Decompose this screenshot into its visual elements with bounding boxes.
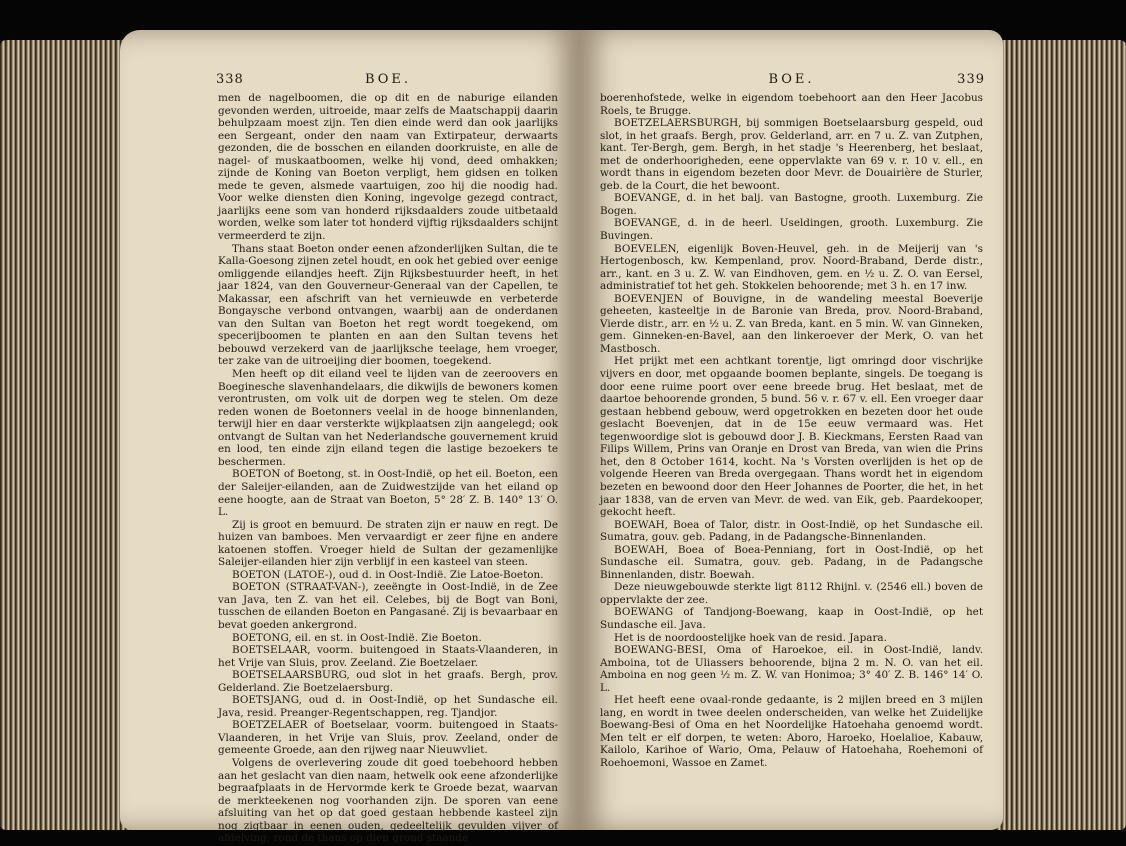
entry: BOEWAH, Boea of Talor, distr. in Oost-Indië, op het Sundasche eil. Sumatra, gouv. geb. Padang, in de Padangsche-Binnenlanden. bbox=[600, 518, 983, 544]
paragraph: Thans staat Boeton onder eenen afzonderlijken Sultan, die te Kalla-Goesong zijnen zetel houdt, en ook het gebied over eenige omliggende eilandjes heeft. Zijn Rijksbestuurder heeft, in het jaar 1824, van den Gouverneur-Generaal van der Capellen, te Makassar, een afschrift van het vernieuwde en verbeterde Bongaysche verbond ontvangen, waarbij aan de onderdanen van den Sultan van Boeton het regt wordt toegekend, om specerijboomen te planten en aan den Sultan tevens het bebouwd verzekerd van de jaarlijksche teelage, hem vroeger, ter zake van de uitroeijing dier boomen, toegekend. bbox=[218, 242, 558, 368]
entry: BOETSELAAR, voorm. buitengoed in Staats-Vlaanderen, in het Vrije van Sluis, prov. Zeeland. Zie Boetzelaer. bbox=[218, 644, 558, 669]
right-page bbox=[578, 30, 1003, 830]
running-head: BOE. bbox=[364, 72, 412, 87]
paragraph: Zij is groot en bemuurd. De straten zijn er nauw en regt. De huizen van bamboes. Men vervaardigt er zeer fijne en andere katoenen stoffen. Vroeger hield de Sultan der gezamenlijke Saleijer-eilanden hier zijn verblijf in een kasteel van steen. bbox=[218, 518, 558, 569]
entry: BOEVANGE, d. in het balj. van Bastogne, grooth. Luxemburg. Zie Bogen. bbox=[600, 192, 983, 217]
left-page bbox=[120, 30, 580, 845]
paragraph: Het prijkt met een achtkant torentje, ligt omringd door vischrijke vijvers en door, met opgaande boomen beplante, singels. De toegang is door eene ruime poort over eene breede brug. Het beslaat, met de daartoe behoorende gronden, 5 bund. 56 v. r. 67 v. ell. Een vroeger daar gestaan hebbend gebouw, werd opgetrokken en bezeten door het oude geslacht Boevenjen, dat in de 15e eeuw vermaard was. Het tegenwoordige slot is gebouwd door J. B. Kieckmans, Eersten Raad van Filips Willem, Prins van Oranje en Drost van Breda, van wien die Prins het, den 8 October 1614, kocht. Na 's Vorsten overlijden is het op de volgende Heeren van Breda overgegaan. Thans wordt het in eigendom bezeten en bewoond door den Heer Johannes de Poorter, die het, in het jaar 1838, van de erven van Mevr. de wed. van Eik, geb. Paardekooper, gekocht heeft. bbox=[600, 355, 983, 519]
entry: BOEWANG of Tandjong-Boewang, kaap in Oost-Indië, op het Sundasche eil. Java. bbox=[600, 606, 983, 631]
entry: BOETON (STRAAT-VAN-), zeeëngte in Oost-Indië, in de Zee van Java, ten Z. van het eil. Celebes, bij de Bogt van Boni, tusschen de eilanden Boeton en Pangasané. Zij is bevaarbaar en bevat goeden ankergrond. bbox=[218, 581, 558, 631]
right-page-text bbox=[600, 92, 983, 770]
entry: BOETON (LATOE-), oud d. in Oost-Indië. Zie Latoe-Boeton. bbox=[232, 568, 544, 581]
left-page-text bbox=[218, 92, 558, 845]
right-page-edges bbox=[996, 40, 1126, 830]
entry: BOEVENJEN of Bouvigne, in de wandeling meestal Boeverije geheeten, kasteeltje in de Baronie van Breda, prov. Noord-Braband, Vierde distr., arr. en ½ u. Z. van Breda, kant. en 5 min. W. van Ginneken, gem. Ginneken-en-Bavel, aan den linkeroever der Merk, O. van het Mastbosch. bbox=[600, 292, 984, 355]
running-head: BOE. bbox=[768, 72, 815, 87]
right-page-header bbox=[598, 72, 985, 90]
left-page-header bbox=[216, 72, 560, 90]
entry: BOETONG, eil. en st. in Oost-Indië. Zie Boeton. bbox=[232, 631, 482, 644]
entry: BOETZELAER of Boetselaar, voorm. buitengoed in Staats-Vlaanderen, in het Vrije van Sluis, prov. Zeeland, onder de gemeente Groede, aan den rijweg naar Nieuwvliet. bbox=[218, 719, 558, 757]
paragraph: Men heeft op dit eiland veel te lijden van de zeeroovers en Boeginesche slavenhandelaars, die dikwijls de bewoners komen verontrusten, om volk uit de dorpen weg te stelen. Om deze reden wonen de Boetonners veelal in de hooge binnenlanden, terwijl hier en daar versterkte wijkplaatsen zijn aangelegd; ook ontvangt de Sultan van het Nederlandsche gouvernement kruid en lood, ten einde zijn eiland tegen die lastige bezoekers te beschermen. bbox=[218, 368, 558, 468]
entry: BOEVELEN, eigenlijk Boven-Heuvel, geh. in de Meijerij van 's Hertogenbosch, kw. Kempenland, prov. Noord-Braband, Derde distr., arr., kant. en 3 u. Z. W. van Eindhoven, gem. en ½ u. Z. O. van Eersel, administratief tot het geh. Stokkelen behoorende; met 3 h. en 17 inw. bbox=[600, 242, 983, 293]
paragraph: Volgens de overlevering zoude dit goed toebehoord hebben aan het geslacht van dien naam, hetwelk ook eene afzonderlijke begraafplaats in de Hervormde kerk te Groede bezat, waarvan de merkteekenen nog voorhanden zijn. De sporen van eene afsluiting van het op dat goed gestaan hebbende kasteel zijn nog zigtbaar in eenen ouden, gedeeltelijk gevulden vijver of afdelving; rond de thans op dien grond staande bbox=[218, 756, 558, 845]
entry: BOETSJANG, oud d. in Oost-Indië, op het Sundasche eil. Java, resid. Preanger-Regentschappen, reg. Tjandjor. bbox=[218, 694, 558, 719]
entry: BOEWANG-BESI, Oma of Haroekoe, eil. in Oost-Indië, landv. Amboina, tot de Uliassers behoorende, bijna 2 m. N. O. van het eil. Amboina en nog geen ½ m. Z. W. van Honimoa; 3° 40′ Z. B. 146° 14′ O. L. bbox=[600, 644, 983, 694]
paragraph: boerenhofstede, welke in eigendom toebehoort aan den Heer Jacobus Roels, te Brugge. bbox=[600, 92, 983, 117]
paragraph: Het is de noordoostelijke hoek van de resid. Japara. bbox=[614, 631, 887, 644]
entry: BOETSELAARSBURG, oud slot in het graafs. Bergh, prov. Gelderland. Zie Boetzelaersburg. bbox=[218, 669, 558, 694]
page-number: 339 bbox=[957, 72, 985, 87]
paragraph: Het heeft eene ovaal-ronde gedaante, is 2 mijlen breed en 3 mijlen lang, en wordt in twee deelen onderscheiden, van welke het Zuidelijke Boewang-Besi of Oma en het Noordelijke Hatoehaha genoemd wordt. Men telt er elf dorpen, te weten: Aboro, Haroeko, Hoelalioe, Kabauw, Kailolo, Karihoe of Wario, Oma, Pelauw of Hatoehaha, Roehemoni of Roehoemoni, Wassoe en Zamet. bbox=[600, 694, 983, 769]
entry: BOEVANGE, d. in de heerl. Useldingen, grooth. Luxemburg. Zie Buvingen. bbox=[600, 217, 983, 243]
paragraph: men de nagelboomen, die op dit en de naburige eilanden gevonden werden, uitroeide, maar zelfs de Maatschappij daarin behulpzaam moest zijn. Ten dien einde werd dan ook jaarlijks een Sergeant, onder den naam van Extirpateur, derwaarts gezonden, die de bosschen en eilanden doorkruiste, en alle de nagel- of muskaatboomen, welke hij vond, deed omhakken; zijnde de Koning van Boeton verpligt, hem gidsen en tolken mede te geven, alsmede vaartuigen, zoo hij die noodig had. Voor welke diensten dien Koning, ingevolge gezegd contract, jaarlijks eene som van honderd rijksdaalders zoude uitbetaald worden, welke som later tot honderd vijftig rijksdaalders schijnt vermeerderd te zijn. bbox=[218, 92, 558, 243]
entry: BOETZELAERSBURGH, bij sommigen Boetselaarsburg gespeld, oud slot, in het graafs. Bergh, prov. Gelderland, arr. en 7 u. Z. van Zutphen, kant. Ter-Bergh, gem. Bergh, in het stadje 's Heerenberg, het beslaat, met de onderhoorigheden, eene oppervlakte van 69 v. r. 10 v. ell., en wordt thans in eigendom bezeten door Mevr. de Douairière de Sturler, geb. de la Court, die het bewoont. bbox=[600, 117, 983, 192]
paragraph: Deze nieuwgebouwde sterkte ligt 8112 Rhijnl. v. (2546 ell.) boven de oppervlakte der zee. bbox=[600, 581, 983, 606]
entry: BOEWAH, Boea of Boea-Penniang, fort in Oost-Indië, op het Sundasche eil. Sumatra, gouv. geb. Padang, in de Padangsche Binnenlanden, distr. Boewah. bbox=[600, 543, 983, 581]
entry: BOETON of Boetong, st. in Oost-Indië, op het eil. Boeton, een der Saleijer-eilanden, aan de Zuidwestzijde van het eiland op eene hoogte, aan de Straat van Boeton, 5° 28′ Z. B. 140° 13′ O. L. bbox=[218, 468, 558, 519]
page-number: 338 bbox=[216, 72, 244, 87]
